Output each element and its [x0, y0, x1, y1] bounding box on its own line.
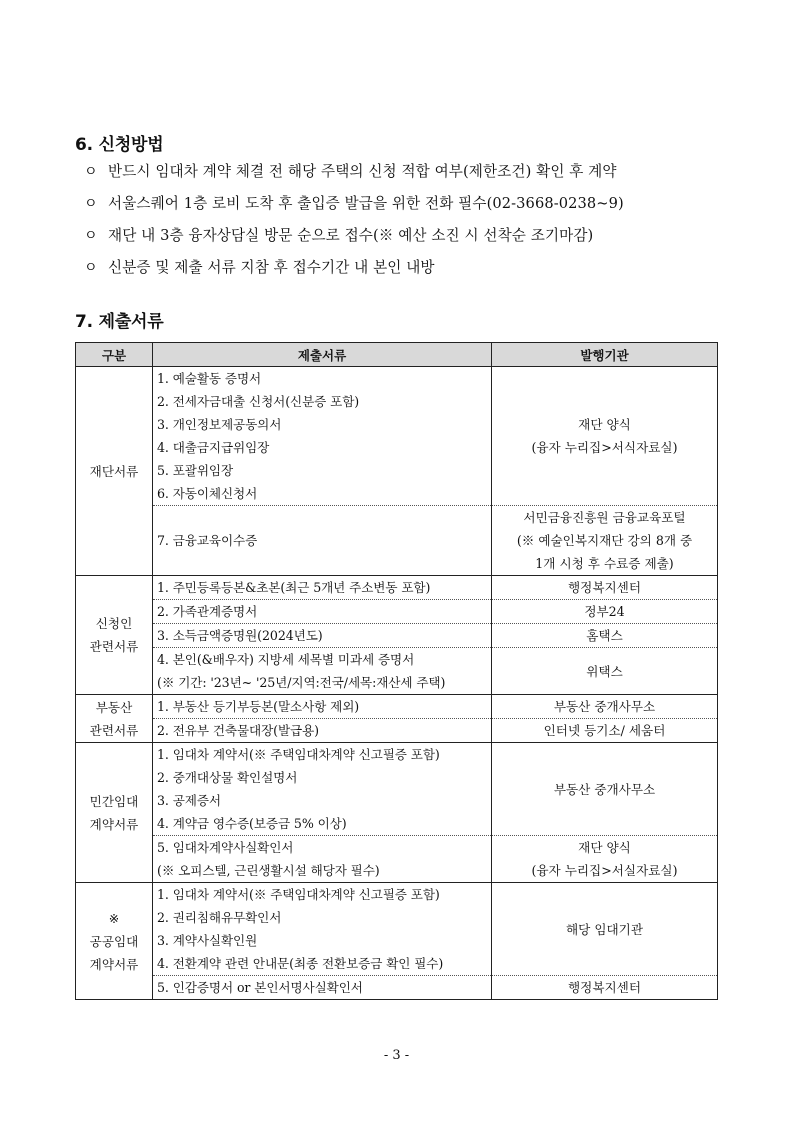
- table-row: [76, 600, 718, 624]
- category-cell: [76, 576, 153, 695]
- issuer-text: 1개 시청 후 수료증 제출): [535, 556, 674, 571]
- category-text: 관련서류: [89, 722, 139, 738]
- table-row: [76, 576, 718, 600]
- issuer-cell: [492, 600, 718, 624]
- issuer-cell: [492, 576, 718, 600]
- bullet-icon: ㅇ: [84, 164, 98, 180]
- section6-title: 6. 신청방법: [75, 135, 164, 155]
- issuer-cell: [492, 648, 718, 695]
- document-item: 2. 중개대상물 확인설명서: [157, 770, 298, 785]
- category-cell: [76, 367, 153, 576]
- issuer-text: (융자 누리집>서실자료실): [531, 863, 678, 878]
- document-item: 2. 전세자금대출 신청서(신분증 포함): [157, 394, 360, 409]
- document-item: 1. 임대차 계약서(※ 주택임대차계약 신고필증 포함): [157, 887, 440, 902]
- document-item: 3. 소득금액증명원(2024년도): [157, 628, 323, 643]
- header-issuer: 발행기관: [492, 343, 718, 367]
- document-item: 7. 금융교육이수증: [157, 533, 258, 548]
- documents-cell: [153, 743, 492, 836]
- issuer-text: 재단 양식: [578, 417, 631, 432]
- category-text: 신청인: [95, 616, 133, 631]
- issuer-text: 부동산 중개사무소: [553, 699, 656, 714]
- table-row: [76, 719, 718, 743]
- document-item: 2. 전유부 건축물대장(발급용): [157, 723, 319, 738]
- document-item: 1. 부동산 등기부등본(말소사항 제외): [157, 699, 360, 714]
- issuer-cell: [492, 719, 718, 743]
- header-category: 구분: [76, 343, 153, 367]
- document-item: 1. 임대차 계약서(※ 주택임대차계약 신고필증 포함): [157, 747, 440, 762]
- document-item: 6. 자동이체신청서: [157, 486, 258, 501]
- issuer-cell: [492, 976, 718, 1000]
- table-row: [76, 506, 718, 576]
- documents-cell: [153, 883, 492, 976]
- category-cell: [76, 883, 153, 1000]
- issuer-text: 부동산 중개사무소: [553, 781, 656, 797]
- category-cell: [76, 695, 153, 743]
- table-row: [76, 976, 718, 1000]
- document-item: 3. 개인정보제공동의서: [157, 417, 282, 432]
- table-row: [76, 695, 718, 719]
- application-method-list: [84, 160, 624, 288]
- issuer-text: 홈택스: [586, 628, 623, 643]
- document-item: 3. 공제증서: [157, 793, 221, 808]
- documents-cell: [153, 576, 492, 600]
- documents-cell: [153, 648, 492, 695]
- list-item: ㅇ 반드시 임대차 계약 체결 전 해당 주택의 신청 적합 여부(제한조건) 확인 후 계약: [84, 160, 624, 192]
- document-item: 4. 본인(&배우자) 지방세 세목별 미과세 증명서: [157, 652, 415, 667]
- documents-cell: [153, 600, 492, 624]
- documents-table-body: [76, 367, 718, 1000]
- section7-title: 7. 제출서류: [75, 312, 164, 332]
- document-item: 4. 대출금지급위임장: [157, 440, 270, 455]
- issuer-cell: [492, 743, 718, 836]
- issuer-text: 해당 임대기관: [566, 921, 643, 937]
- document-item: 4. 계약금 영수증(보증금 5% 이상): [157, 816, 347, 831]
- document-item: 5. 포괄위임장: [157, 463, 234, 478]
- issuer-text: 행정복지센터: [568, 580, 641, 595]
- issuer-cell: [492, 883, 718, 976]
- documents-cell: [153, 506, 492, 576]
- issuer-text: 행정복지센터: [568, 980, 641, 995]
- documents-cell: [153, 367, 492, 506]
- issuer-cell: [492, 695, 718, 719]
- header-documents: 제출서류: [153, 343, 492, 367]
- document-item: (※ 기간: '23년~ '25년/지역:전국/세목:재산세 주택): [157, 675, 446, 690]
- documents-table: [75, 342, 718, 1000]
- category-text: ※: [108, 910, 120, 926]
- issuer-text: (※ 예술인복지재단 강의 8개 중: [516, 533, 693, 548]
- category-text: 재단서류: [89, 463, 139, 479]
- document-item: 1. 주민등록등본&초본(최근 5개년 주소변동 포함): [157, 580, 431, 595]
- document-item: (※ 오피스텔, 근린생활시설 해당자 필수): [157, 863, 380, 878]
- category-text: 공공임대: [89, 933, 139, 949]
- list-item: ㅇ 서울스퀘어 1층 로비 도착 후 출입증 발급을 위한 전화 필수(02-3668-0238~9): [84, 192, 624, 224]
- bullet-icon: ㅇ: [84, 260, 98, 276]
- document-item: 1. 예술활동 증명서: [157, 371, 262, 386]
- bullet-icon: ㅇ: [84, 196, 98, 212]
- issuer-text: 재단 양식: [578, 840, 631, 855]
- bullet-icon: ㅇ: [84, 228, 98, 244]
- documents-cell: [153, 695, 492, 719]
- category-text: 계약서류: [89, 956, 139, 972]
- documents-cell: [153, 976, 492, 1000]
- issuer-text: 인터넷 등기소/ 세움터: [543, 723, 666, 738]
- table-row: [76, 883, 718, 976]
- documents-cell: [153, 836, 492, 883]
- table-row: [76, 624, 718, 648]
- issuer-text: (융자 누리집>서식자료실): [531, 440, 678, 455]
- issuer-text: 정부24: [584, 604, 625, 619]
- page-number: - 3 -: [383, 1048, 410, 1063]
- table-row: [76, 743, 718, 836]
- document-item: 2. 가족관계증명서: [157, 604, 258, 619]
- category-text: 부동산: [95, 699, 133, 715]
- issuer-cell: [492, 506, 718, 576]
- document-item: 5. 임대차계약사실확인서: [157, 840, 294, 855]
- document-item: 5. 인감증명서 or 본인서명사실확인서: [157, 980, 363, 995]
- list-item: ㅇ 재단 내 3층 융자상담실 방문 순으로 접수(※ 예산 소진 시 선착순 조기마감): [84, 224, 624, 256]
- document-item: 4. 전환계약 관련 안내문(최종 전환보증금 확인 필수): [157, 956, 444, 971]
- category-text: 관련서류: [89, 639, 139, 654]
- issuer-cell: [492, 836, 718, 883]
- category-cell: [76, 743, 153, 883]
- table-row: [76, 367, 718, 506]
- list-item: ㅇ 신분증 및 제출 서류 지참 후 접수기간 내 본인 내방: [84, 256, 624, 288]
- issuer-text: 서민금융진흥원 금융교육포털: [523, 510, 686, 525]
- issuer-cell: [492, 624, 718, 648]
- category-text: 계약서류: [89, 816, 139, 832]
- documents-cell: [153, 624, 492, 648]
- table-row: [76, 648, 718, 695]
- document-item: 2. 권리침해유무확인서: [157, 910, 282, 925]
- documents-cell: [153, 719, 492, 743]
- issuer-text: 위택스: [586, 663, 623, 679]
- document-item: 3. 계약사실확인원: [157, 933, 258, 948]
- issuer-cell: [492, 367, 718, 506]
- category-text: 민간임대: [89, 793, 139, 809]
- table-row: [76, 836, 718, 883]
